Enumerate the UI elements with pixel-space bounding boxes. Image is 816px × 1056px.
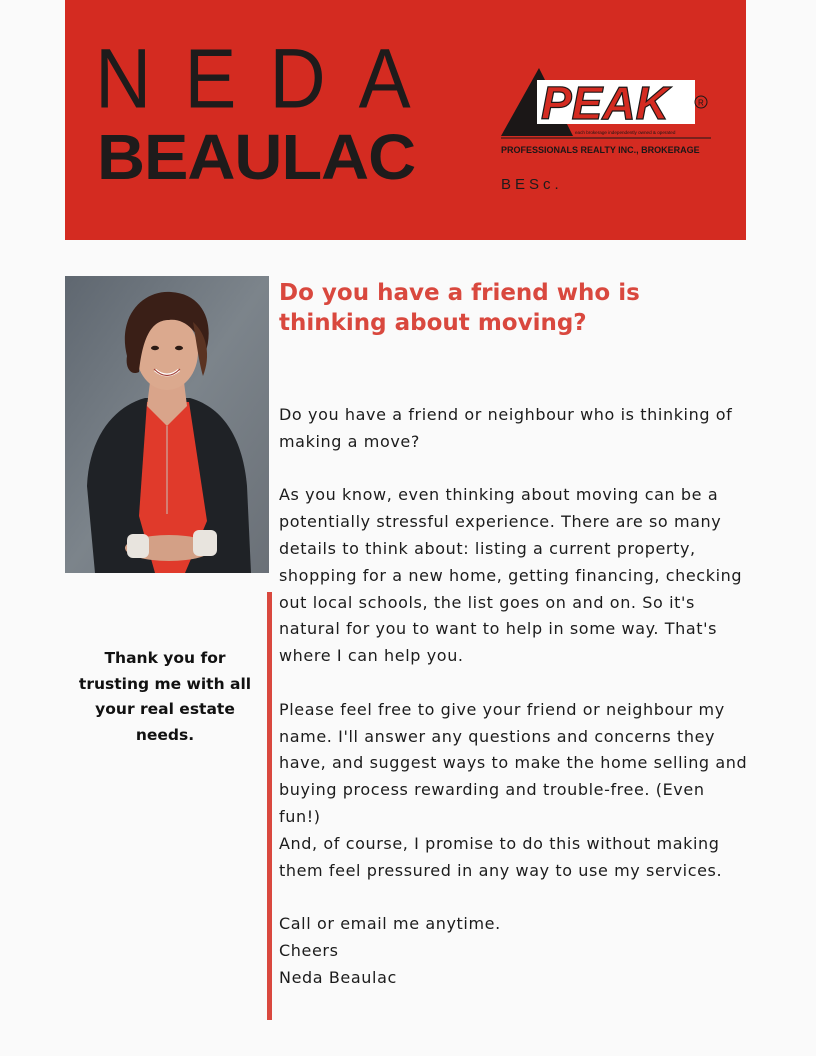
accent-bar <box>267 592 272 1020</box>
brand-name-first: NEDA <box>95 30 444 126</box>
credential-label: BESc. <box>501 176 563 193</box>
headline: Do you have a friend who is thinking about moving? <box>279 280 640 336</box>
paragraph-1: Do you have a friend or neighbour who is thinking of making a move? <box>279 405 733 451</box>
agent-portrait-photo <box>65 276 269 573</box>
paragraph-2: As you know, even thinking about moving can be a potentially stressful experience. There are so many details to think about: listing a current property, shopping for a new home, getting financing, checking out local schools, the list goes on and on. So it's natural for you to want to help in some way. That's where I can help you. <box>279 485 743 666</box>
brand-name-last: BEAULAC <box>97 121 416 193</box>
letter-body <box>279 402 751 992</box>
header-banner <box>65 0 746 240</box>
signature: Neda Beaulac <box>279 967 397 987</box>
peak-logo-text: PEAK <box>541 77 669 129</box>
paragraph-3: Please feel free to give your friend or neighbour my name. I'll answer any questions and concerns they have, and suggest ways to make the home selling and buying process rewarding and trouble-free. (Even fun!) <box>279 699 748 826</box>
paragraph-4: And, of course, I promise to do this without making them feel pressured in any way to use my services. <box>279 833 723 880</box>
svg-text:R: R <box>698 98 704 108</box>
peak-logo-subtext: each brokerage independently owned & operated <box>575 130 676 135</box>
peak-logo-company: PROFESSIONALS REALTY INC., BROKERAGE <box>501 145 700 155</box>
peak-logo <box>501 62 716 166</box>
closing-line: Call or email me anytime. <box>279 914 501 934</box>
closing-greeting: Cheers <box>279 940 339 960</box>
thank-you-note: Thank you for trusting me with all your real estate needs. <box>78 649 252 744</box>
